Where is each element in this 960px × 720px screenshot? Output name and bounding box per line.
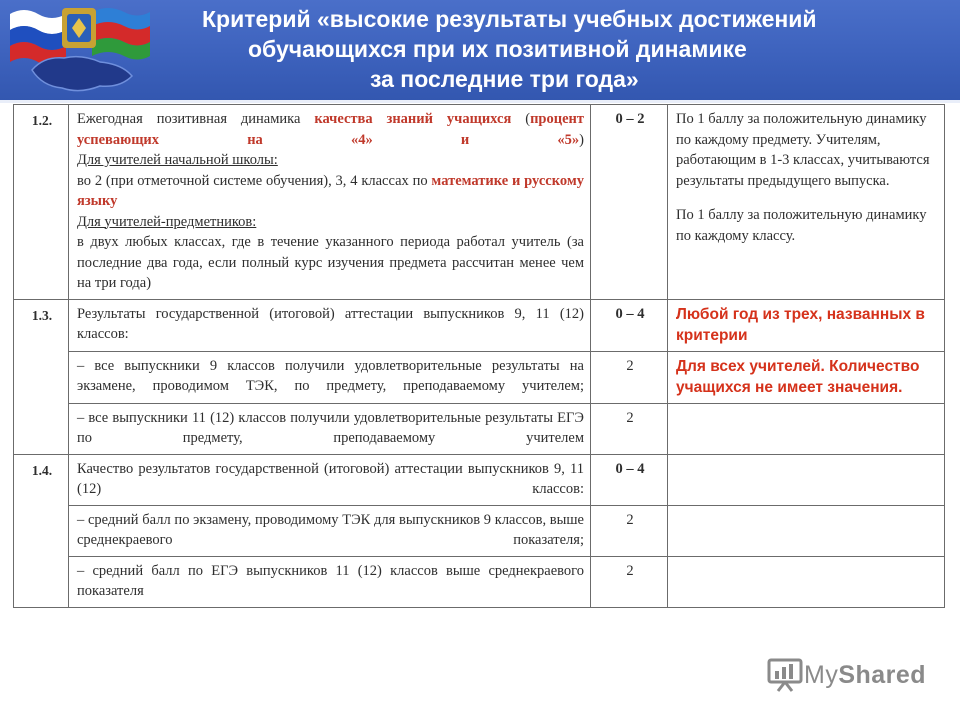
- table-row: [14, 403, 945, 454]
- table-row: [14, 105, 945, 300]
- points-range: 0 – 4: [591, 454, 668, 505]
- criterion-content: Результаты государственной (итоговой) аттестации выпускников 9, 11 (12) классов:: [69, 299, 591, 351]
- header-divider: [0, 100, 960, 103]
- title-line-1: Критерий «высокие результаты учебных достижений: [202, 6, 817, 32]
- watermark-text: MyShared: [804, 660, 927, 689]
- coat-of-arms-icon: [62, 8, 96, 48]
- points-range: 0 – 4: [591, 299, 668, 351]
- criterion-note: Любой год из трех, названных в критерии: [668, 299, 945, 351]
- title-line-2: обучающихся при их позитивной динамике: [248, 36, 747, 62]
- table-row: [14, 556, 945, 607]
- row-number: 1.3.: [14, 299, 69, 454]
- row-number: 1.2.: [14, 105, 69, 300]
- region-map-icon: [32, 57, 132, 91]
- points-value: 2: [591, 505, 668, 556]
- criterion-content: – все выпускники 9 классов получили удовлетворительные результаты на экзамене, проводимом ТЭК, по предмету, преподаваемому учителем;: [69, 351, 591, 403]
- myshared-watermark: [766, 655, 926, 695]
- regional-flag-icon: [92, 8, 150, 60]
- krasnodar-region-emblem-icon: [4, 4, 154, 96]
- points-value: 2: [591, 351, 668, 403]
- criterion-content: Ежегодная позитивная динамика качества знаний учащихся (процент успевающих на «4» и «5») Для учителей начальной школы: во 2 (при отметочной системе обучения), 3, 4 классах по математике и русскому языку Для учителей-предметников: в двух любых классах, где в течение указанного периода работал учитель (за последние два года, если полный курс изучения предмета рассчитан менее чем на три года): [69, 105, 591, 300]
- presentation-board-icon: [766, 657, 804, 693]
- criterion-note: [668, 505, 945, 556]
- table-row: [14, 351, 945, 403]
- criterion-content: – все выпускники 11 (12) классов получили удовлетворительные результаты ЕГЭ по предмету, преподаваемому учителем: [69, 403, 591, 454]
- table-row: [14, 454, 945, 505]
- criterion-note: [668, 403, 945, 454]
- criterion-note: По 1 баллу за положительную динамику по каждому предмету. Учителям, работающим в 1-3 классах, учитываются результаты предыдущего выпуска. По 1 баллу за положительную динамику по каждому классу.: [668, 105, 945, 300]
- points-value: 2: [591, 556, 668, 607]
- criterion-note: Для всех учителей. Количество учащихся не имеет значения.: [668, 351, 945, 403]
- criterion-content: Качество результатов государственной (итоговой) аттестации выпускников 9, 11 (12) классов:: [69, 454, 591, 505]
- row-number: 1.4.: [14, 454, 69, 607]
- points-range: 0 – 2: [591, 105, 668, 300]
- title-banner: [0, 0, 960, 100]
- criterion-content: – средний балл по экзамену, проводимому ТЭК для выпускников 9 классов, выше среднекраевого показателя;: [69, 505, 591, 556]
- criteria-table: [13, 104, 945, 608]
- points-value: 2: [591, 403, 668, 454]
- criterion-note: [668, 556, 945, 607]
- table-row: [14, 299, 945, 351]
- criterion-note: [668, 454, 945, 505]
- criterion-content: – средний балл по ЕГЭ выпускников 11 (12) классов выше среднекраевого показателя: [69, 556, 591, 607]
- title-line-3: за последние три года»: [370, 66, 639, 92]
- table-row: [14, 505, 945, 556]
- page-title: [160, 4, 960, 94]
